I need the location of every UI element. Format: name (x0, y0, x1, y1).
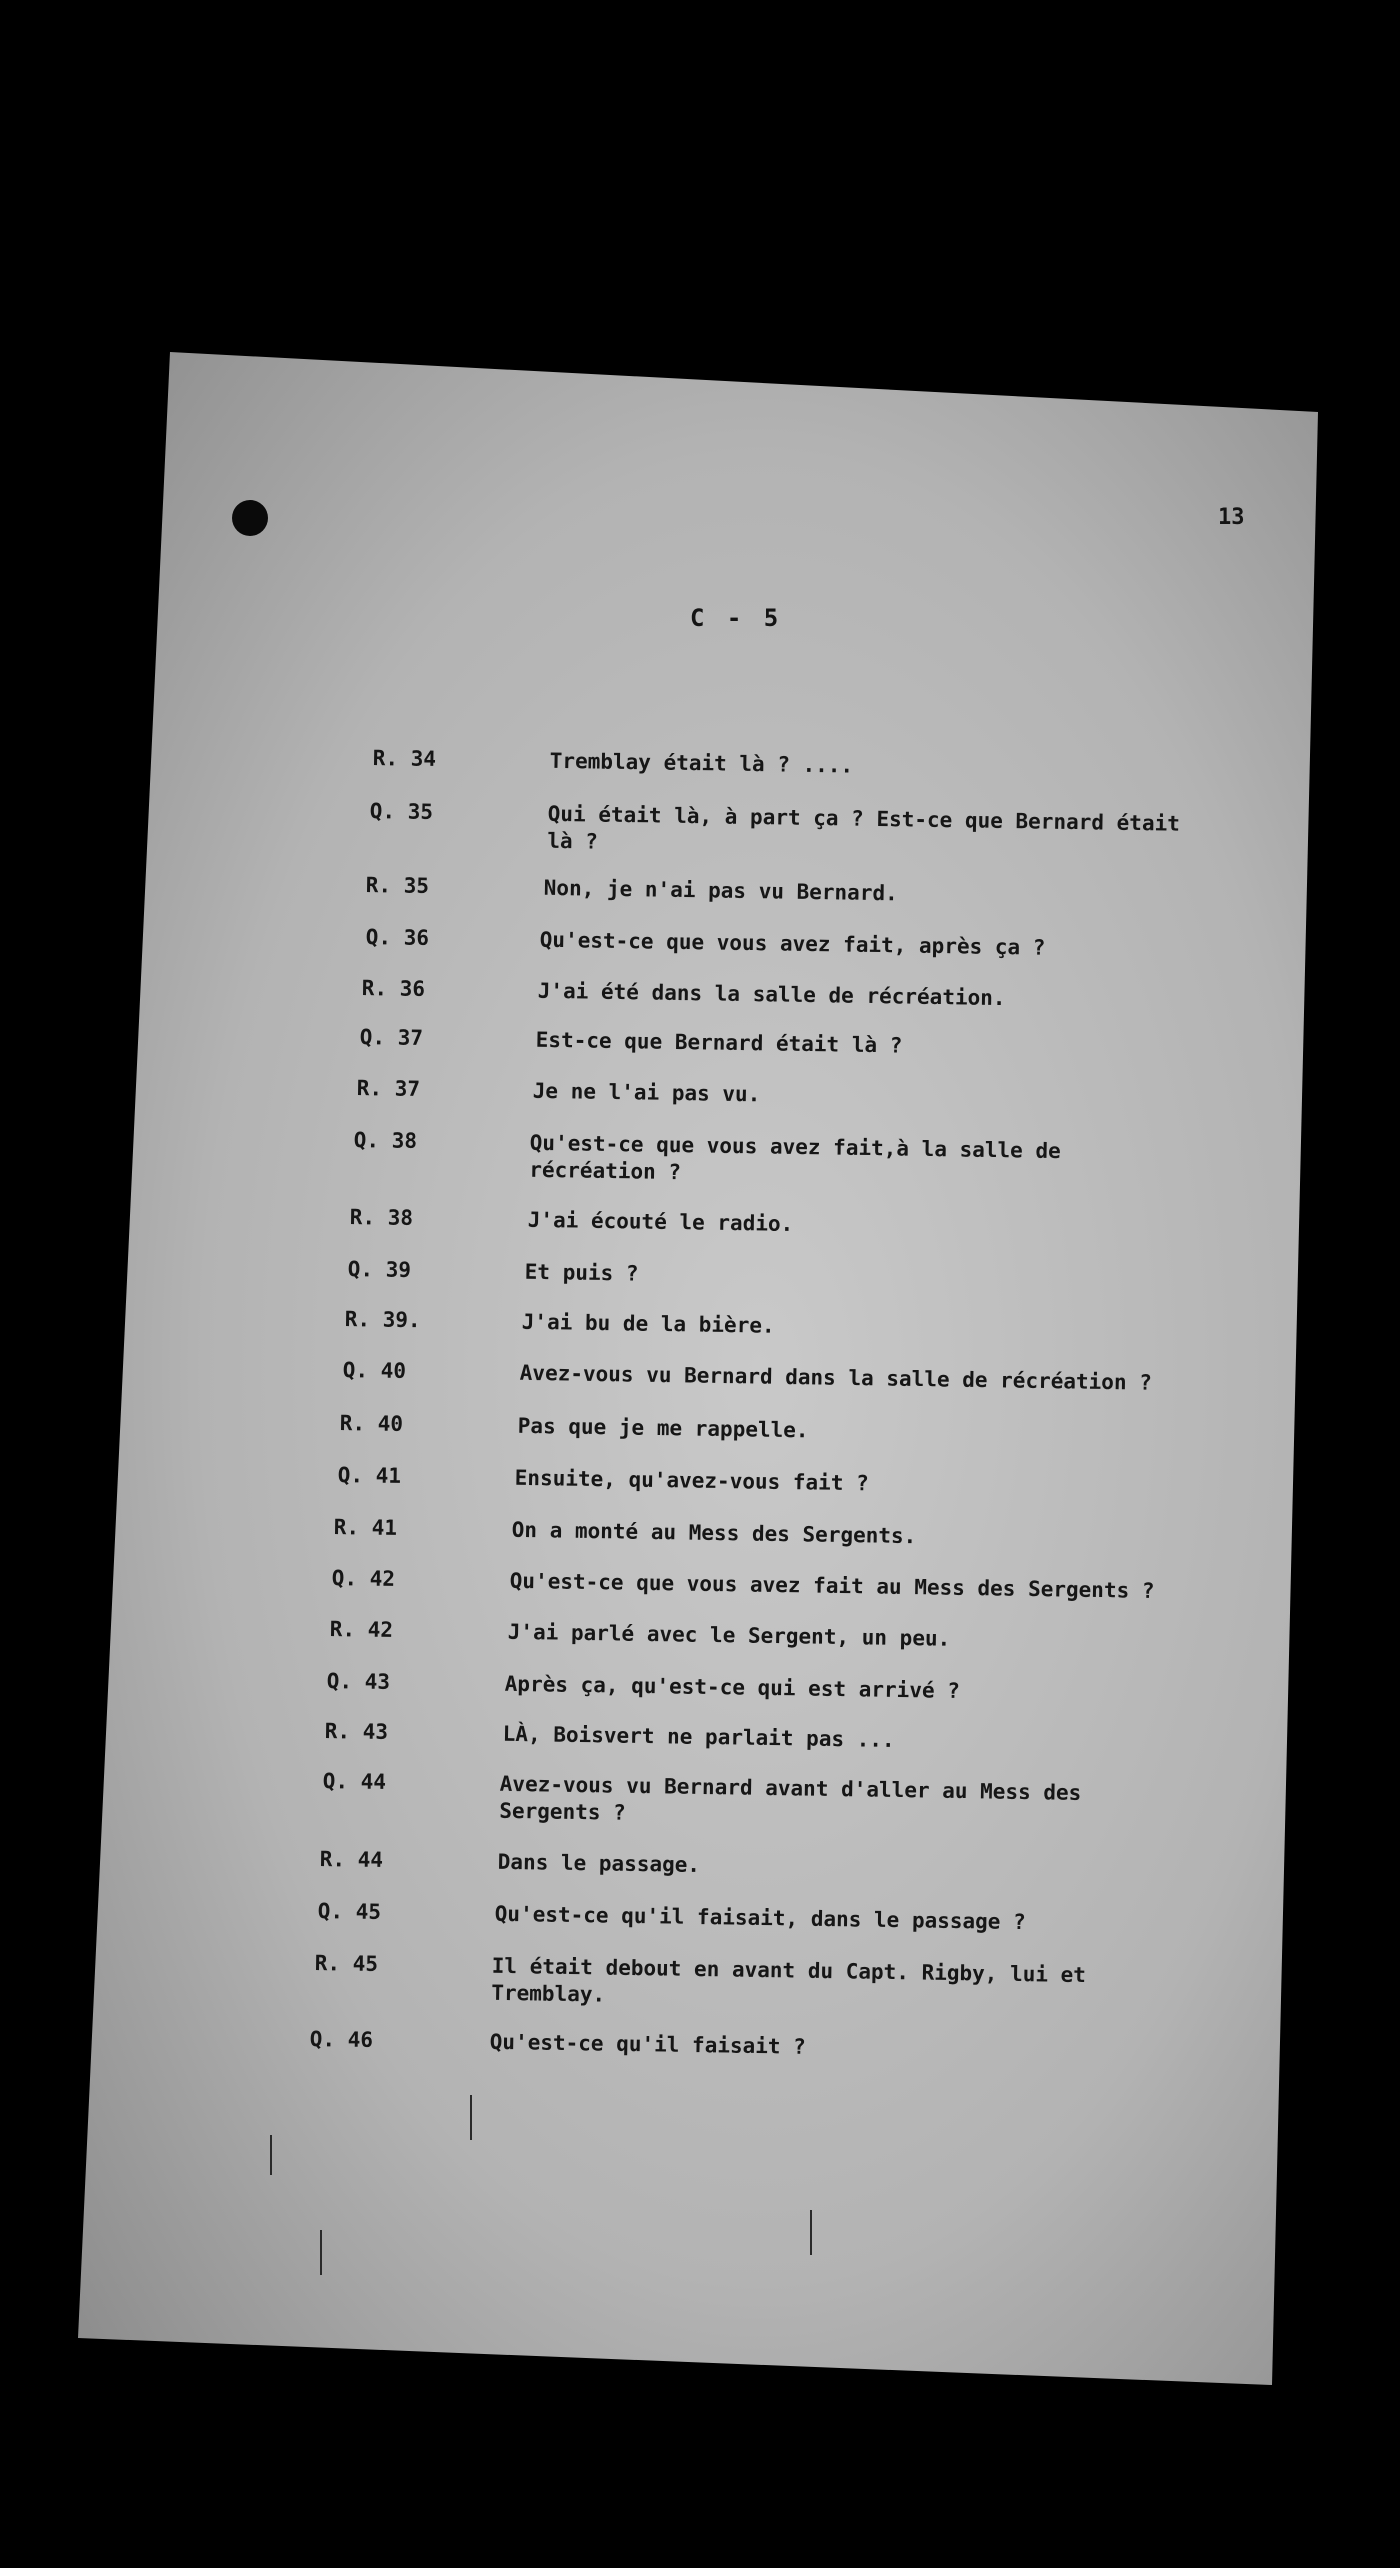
entry-label: Q. 38 (353, 1127, 418, 1153)
entry-text: Avez-vous vu Bernard avant d'aller au Mess des Sergents ? (499, 1771, 1082, 1825)
scan-mark (470, 2095, 472, 2140)
entry-text: Avez-vous vu Bernard dans la salle de récréation ? (519, 1360, 1153, 1395)
entry-label: Q. 36 (365, 924, 430, 950)
entry-text: Il était debout en avant du Capt. Rigby, lui et Tremblay. (491, 1953, 1087, 2007)
entry-text: Tremblay était là ? .... (549, 748, 854, 778)
entry-label: R. 45 (314, 1950, 379, 1976)
entry-text: Qu'est-ce que vous avez fait au Mess des Sergents ? (509, 1568, 1155, 1603)
entry-text: J'ai parlé avec le Sergent, un peu. (507, 1619, 951, 1651)
entry-text: On a monté au Mess des Sergents. (511, 1517, 917, 1549)
entry-text: Pas que je me rappelle. (517, 1413, 809, 1443)
punch-hole (232, 500, 268, 536)
entry-text: J'ai bu de la bière. (521, 1309, 775, 1338)
entry-text: Je ne l'ai pas vu. (532, 1078, 761, 1107)
entry-label: Q. 41 (337, 1462, 402, 1488)
entry-text: Qu'est-ce que vous avez fait,à la salle de récréation ? (529, 1130, 1061, 1185)
entry-label: Q. 42 (331, 1565, 396, 1591)
entry-label: Q. 37 (359, 1024, 424, 1050)
entry-label: Q. 44 (322, 1768, 387, 1794)
entry-label: Q. 45 (317, 1898, 382, 1924)
entry-label: R. 37 (356, 1075, 421, 1101)
entry-text: Qu'est-ce qu'il faisait ? (489, 2029, 807, 2059)
entry-text: Après ça, qu'est-ce qui est arrivé ? (504, 1671, 961, 1703)
entry-text: Qu'est-ce qu'il faisait, dans le passage ? (494, 1901, 1026, 1935)
entry-label: Q. 35 (369, 798, 434, 824)
entry-text: Et puis ? (524, 1259, 639, 1286)
entry-text: LÀ, Boisvert ne parlait pas ... (502, 1721, 895, 1752)
scan-mark (270, 2135, 272, 2175)
entry-text: J'ai été dans la salle de récréation. (537, 978, 1006, 1011)
entry-label: Q. 46 (309, 2026, 374, 2052)
entry-text: Non, je n'ai pas vu Bernard. (543, 875, 898, 906)
entry-label: R. 36 (361, 975, 426, 1001)
section-title: C - 5 (690, 604, 783, 632)
entry-text: Qu'est-ce que vous avez fait, après ça ? (539, 927, 1046, 960)
entry-label: R. 42 (329, 1616, 394, 1642)
entry-text: Est-ce que Bernard était là ? (535, 1027, 903, 1058)
entry-label: Q. 43 (326, 1668, 391, 1694)
entry-text: Dans le passage. (497, 1849, 701, 1877)
entry-label: R. 44 (319, 1846, 384, 1872)
entry-label: R. 43 (324, 1718, 389, 1744)
entry-label: R. 35 (365, 872, 430, 898)
entry-label: Q. 39 (347, 1256, 412, 1282)
entry-text: Qui était là, à part ça ? Est-ce que Bernard était là ? (547, 801, 1181, 854)
scan-mark (320, 2230, 322, 2275)
entry-text: J'ai écouté le radio. (527, 1207, 794, 1236)
entry-label: R. 40 (339, 1410, 404, 1436)
entry-label: R. 34 (372, 745, 437, 771)
entry-label: Q. 40 (342, 1357, 407, 1383)
scan-mark (810, 2210, 812, 2255)
entry-label: R. 38 (349, 1204, 414, 1230)
entry-label: R. 39. (344, 1306, 421, 1333)
entry-label: R. 41 (333, 1514, 398, 1540)
page-number: 13 (1218, 505, 1245, 530)
entry-text: Ensuite, qu'avez-vous fait ? (514, 1465, 869, 1496)
